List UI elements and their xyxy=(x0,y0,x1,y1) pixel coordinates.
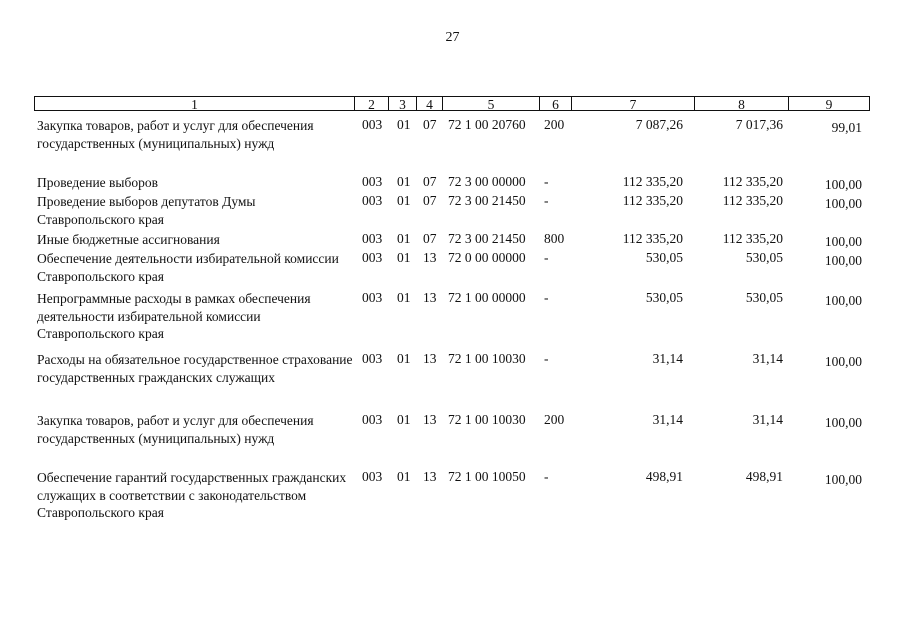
row-col-7: 31,14 xyxy=(652,351,683,366)
row-col-3: 01 xyxy=(397,193,411,208)
row-col-8: 7 017,36 xyxy=(735,117,783,132)
row-name: Непрограммные расходы в рамках обеспечения деятельности избирательной комиссии Ставропольского края xyxy=(37,291,311,341)
row-col-9: 99,01 xyxy=(831,120,862,135)
row-col-2: 003 xyxy=(362,250,383,265)
row-col-5: 72 1 00 10030 xyxy=(448,412,526,427)
row-col-6: 200 xyxy=(544,117,565,132)
header-col-4: 4 xyxy=(416,96,442,111)
row-name: Иные бюджетные ассигнования xyxy=(37,232,220,247)
row-col-3: 01 xyxy=(397,117,411,132)
row-name: Обеспечение гарантий государственных гражданских служащих в соответствии с законодательством Ставропольского края xyxy=(37,470,347,520)
row-col-7: 112 335,20 xyxy=(622,174,683,189)
row-col-6: 800 xyxy=(544,231,565,246)
row-col-5: 72 1 00 10030 xyxy=(448,351,526,366)
row-col-5: 72 0 00 00000 xyxy=(448,250,526,265)
row-col-9: 100,00 xyxy=(824,293,862,308)
row-col-8: 530,05 xyxy=(745,250,783,265)
row-col-2: 003 xyxy=(362,174,383,189)
row-col-2: 003 xyxy=(362,351,383,366)
row-col-4: 13 xyxy=(423,290,437,305)
row-col-4: 07 xyxy=(423,117,437,132)
row-col-8: 112 335,20 xyxy=(722,174,783,189)
row-name: Проведение выборов депутатов Думы Ставропольского края xyxy=(37,194,256,227)
row-col-9: 100,00 xyxy=(824,234,862,249)
row-col-9: 100,00 xyxy=(824,253,862,268)
row-col-3: 01 xyxy=(397,290,411,305)
row-col-5: 72 3 00 21450 xyxy=(448,193,526,208)
header-col-3: 3 xyxy=(388,96,416,111)
row-col-7: 7 087,26 xyxy=(635,117,683,132)
row-col-7: 530,05 xyxy=(645,290,683,305)
row-col-3: 01 xyxy=(397,469,411,484)
row-col-4: 07 xyxy=(423,193,437,208)
row-col-7: 530,05 xyxy=(645,250,683,265)
row-col-5: 72 1 00 10050 xyxy=(448,469,526,484)
row-col-7: 498,91 xyxy=(645,469,683,484)
row-col-4: 07 xyxy=(423,174,437,189)
row-col-9: 100,00 xyxy=(824,354,862,369)
row-col-7: 112 335,20 xyxy=(622,231,683,246)
row-col-3: 01 xyxy=(397,231,411,246)
page-number: 27 xyxy=(445,30,460,45)
row-col-3: 01 xyxy=(397,174,411,189)
row-name: Проведение выборов xyxy=(37,175,158,190)
row-col-3: 01 xyxy=(397,351,411,366)
row-col-2: 003 xyxy=(362,117,383,132)
row-col-8: 112 335,20 xyxy=(722,193,783,208)
header-col-7: 7 xyxy=(571,96,694,111)
row-col-4: 13 xyxy=(423,351,437,366)
header-col-2: 2 xyxy=(354,96,388,111)
row-col-4: 07 xyxy=(423,231,437,246)
header-col-9: 9 xyxy=(788,96,870,111)
row-col-2: 003 xyxy=(362,193,383,208)
row-col-6: - xyxy=(544,290,549,305)
row-col-7: 31,14 xyxy=(652,412,683,427)
row-col-5: 72 1 00 00000 xyxy=(448,290,526,305)
header-col-5: 5 xyxy=(442,96,539,111)
row-col-2: 003 xyxy=(362,412,383,427)
row-name: Обеспечение деятельности избирательной комиссии Ставропольского края xyxy=(37,251,339,284)
row-col-7: 112 335,20 xyxy=(622,193,683,208)
row-col-9: 100,00 xyxy=(824,472,862,487)
row-col-5: 72 3 00 21450 xyxy=(448,231,526,246)
header-col-6: 6 xyxy=(539,96,571,111)
row-col-3: 01 xyxy=(397,412,411,427)
row-col-8: 112 335,20 xyxy=(722,231,783,246)
header-col-8: 8 xyxy=(694,96,788,111)
row-col-2: 003 xyxy=(362,290,383,305)
row-col-9: 100,00 xyxy=(824,415,862,430)
row-col-6: - xyxy=(544,250,549,265)
row-col-2: 003 xyxy=(362,469,383,484)
row-col-2: 003 xyxy=(362,231,383,246)
table-header xyxy=(34,96,870,113)
row-name: Расходы на обязательное государственное страхование государственных гражданских служащих xyxy=(37,352,353,385)
row-col-6: 200 xyxy=(544,412,565,427)
row-col-5: 72 3 00 00000 xyxy=(448,174,526,189)
row-col-4: 13 xyxy=(423,250,437,265)
row-col-6: - xyxy=(544,193,549,208)
row-col-3: 01 xyxy=(397,250,411,265)
row-col-8: 498,91 xyxy=(745,469,783,484)
row-col-8: 530,05 xyxy=(745,290,783,305)
row-col-6: - xyxy=(544,351,549,366)
row-col-5: 72 1 00 20760 xyxy=(448,117,526,132)
row-col-9: 100,00 xyxy=(824,196,862,211)
header-col-1: 1 xyxy=(34,96,354,111)
row-col-8: 31,14 xyxy=(752,351,783,366)
row-col-8: 31,14 xyxy=(752,412,783,427)
row-col-6: - xyxy=(544,174,549,189)
row-col-4: 13 xyxy=(423,469,437,484)
row-name: Закупка товаров, работ и услуг для обеспечения государственных (муниципальных) нужд xyxy=(37,413,314,446)
row-col-6: - xyxy=(544,469,549,484)
row-col-9: 100,00 xyxy=(824,177,862,192)
row-col-4: 13 xyxy=(423,412,437,427)
row-name: Закупка товаров, работ и услуг для обеспечения государственных (муниципальных) нужд xyxy=(37,118,314,151)
